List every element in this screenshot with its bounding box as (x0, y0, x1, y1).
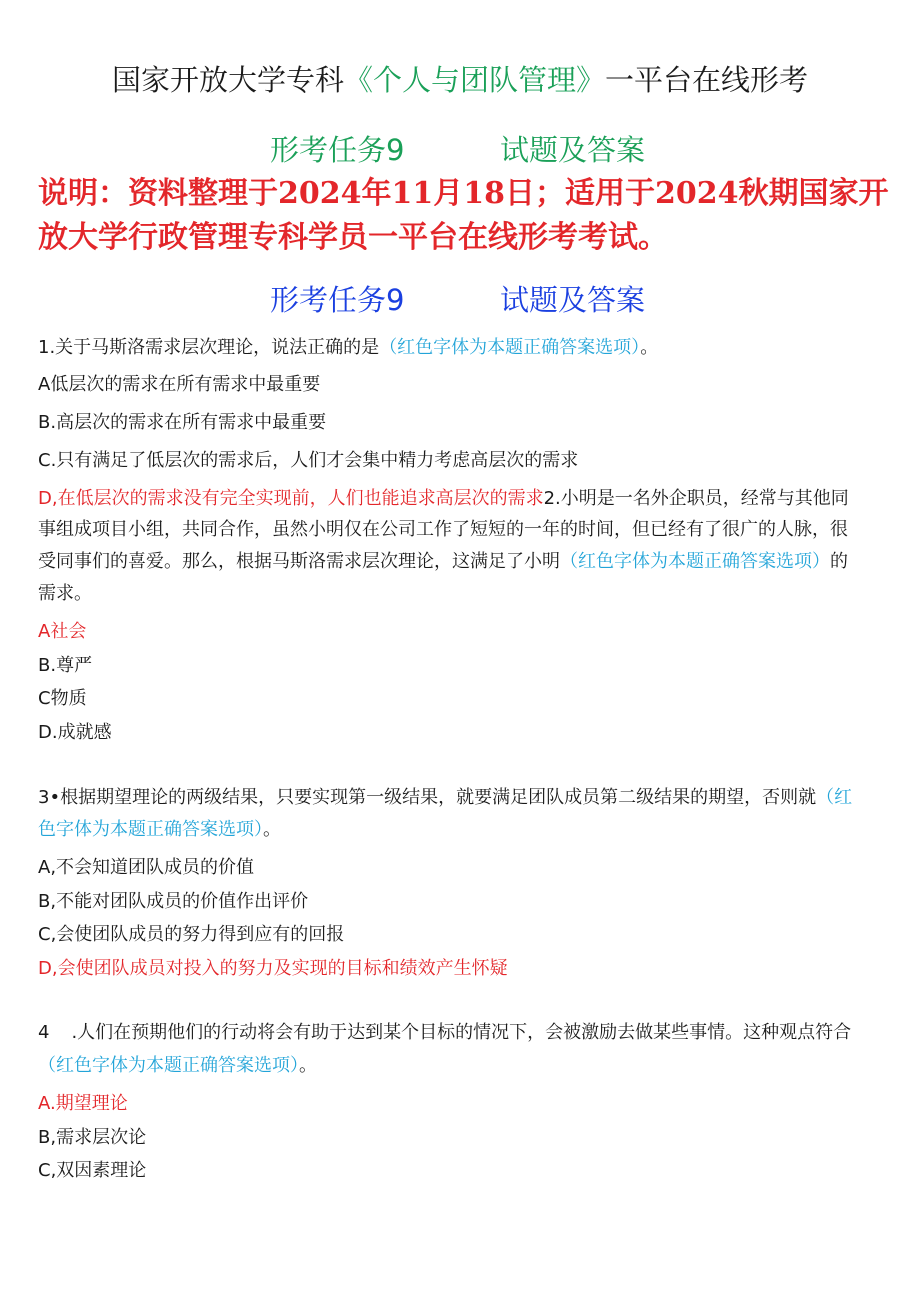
question-4-stem-a: 4 .人们在预期他们的行动将会有助于达到某个目标的情况下，会被激励去做某些事情。这种观点符合 (38, 1022, 852, 1043)
subtitle-green-right: 试题及答案 (500, 133, 646, 167)
question-3-option-d: D,会使团队成员对投入的努力及实现的目标和绩效产生怀疑 (38, 958, 508, 979)
question-4-stem-b: （红色字体为本题正确答案选项）。 (38, 1055, 317, 1076)
question-1-option-d: D,在低层次的需求没有完全实现前，人们也能追求高层次的需求 (38, 488, 544, 509)
note-part-3: 国家开放大学行政管理专科学员一平台在线形考考试。 (38, 176, 889, 255)
question-2-stem-d: 需求。 (38, 583, 92, 604)
question-2-option-d: D.成就感 (38, 722, 112, 743)
subtitle-blue-right: 试题及答案 (500, 283, 646, 317)
question-2-option-a: A社会 (38, 621, 87, 642)
question-4-option-c: C,双因素理论 (38, 1160, 147, 1181)
answer-hint: （红色字体为本题正确答案选项） (379, 337, 641, 358)
question-3-stem-b: 色字体为本题正确答案选项）。 (38, 819, 281, 840)
subtitle-blue-left: 形考任务9 (270, 283, 405, 317)
title-course: 《个人与团队管理》 (343, 63, 605, 97)
title-prefix: 国家开放大学专科 (111, 63, 344, 97)
question-2-option-c: C物质 (38, 688, 87, 709)
question-1-option-c: C.只有满足了低层次的需求后，人们才会集中精力考虑高层次的需求 (38, 450, 579, 471)
question-2-option-b: B.尊严 (38, 655, 93, 676)
subtitle-green-left: 形考任务9 (270, 133, 405, 167)
question-3-stem-a: 3•根据期望理论的两级结果，只要实现第一级结果，就要满足团队成员第二级结果的期望，否则就（红 (38, 787, 853, 808)
question-2-stem-a: 2.小明是一名外企职员，经常与其他同 (543, 488, 849, 509)
question-4-number: 4 (38, 1022, 50, 1043)
title-suffix: 一平台在线形考 (605, 63, 809, 97)
note-term: 2024秋期 (655, 176, 799, 211)
document-title (0, 58, 920, 99)
question-2-stem-b: 事组成项目小组，共同合作，虽然小明仅在公司工作了短短的一年的时间，但已经有了很广的人脉，很 (38, 519, 848, 540)
question-3-option-c: C,会使团队成员的努力得到应有的回报 (38, 924, 345, 945)
question-1-option-b: B.高层次的需求在所有需求中最重要 (38, 412, 327, 433)
question-3-option-a: A,不会知道团队成员的价值 (38, 857, 255, 878)
question-3-option-b: B,不能对团队成员的价值作出评价 (38, 891, 309, 912)
note-part-2: ；适用于 (535, 176, 655, 211)
question-4-option-b: B,需求层次论 (38, 1127, 147, 1148)
question-4-option-a: A.期望理论 (38, 1093, 128, 1114)
note-part-1: 说明：资料整理于 (38, 176, 278, 211)
question-1-option-d-and-question-2-stem (38, 482, 888, 516)
question-1-stem: 1.关于马斯洛需求层次理论，说法正确的是（红色字体为本题正确答案选项）。 (38, 337, 659, 358)
note-date: 2024年11月18日 (278, 176, 535, 211)
question-2-stem-c: 受同事们的喜爱。那么，根据马斯洛需求层次理论，这满足了小明（红色字体为本题正确答案选项）的 (38, 551, 848, 572)
question-1-option-a: A低层次的需求在所有需求中最重要 (38, 374, 321, 395)
answer-hint: （红色字体为本题正确答案选项） (560, 551, 830, 572)
answer-hint: （红色字体为本题正确答案选项） (38, 1055, 299, 1076)
document-note (38, 172, 898, 260)
